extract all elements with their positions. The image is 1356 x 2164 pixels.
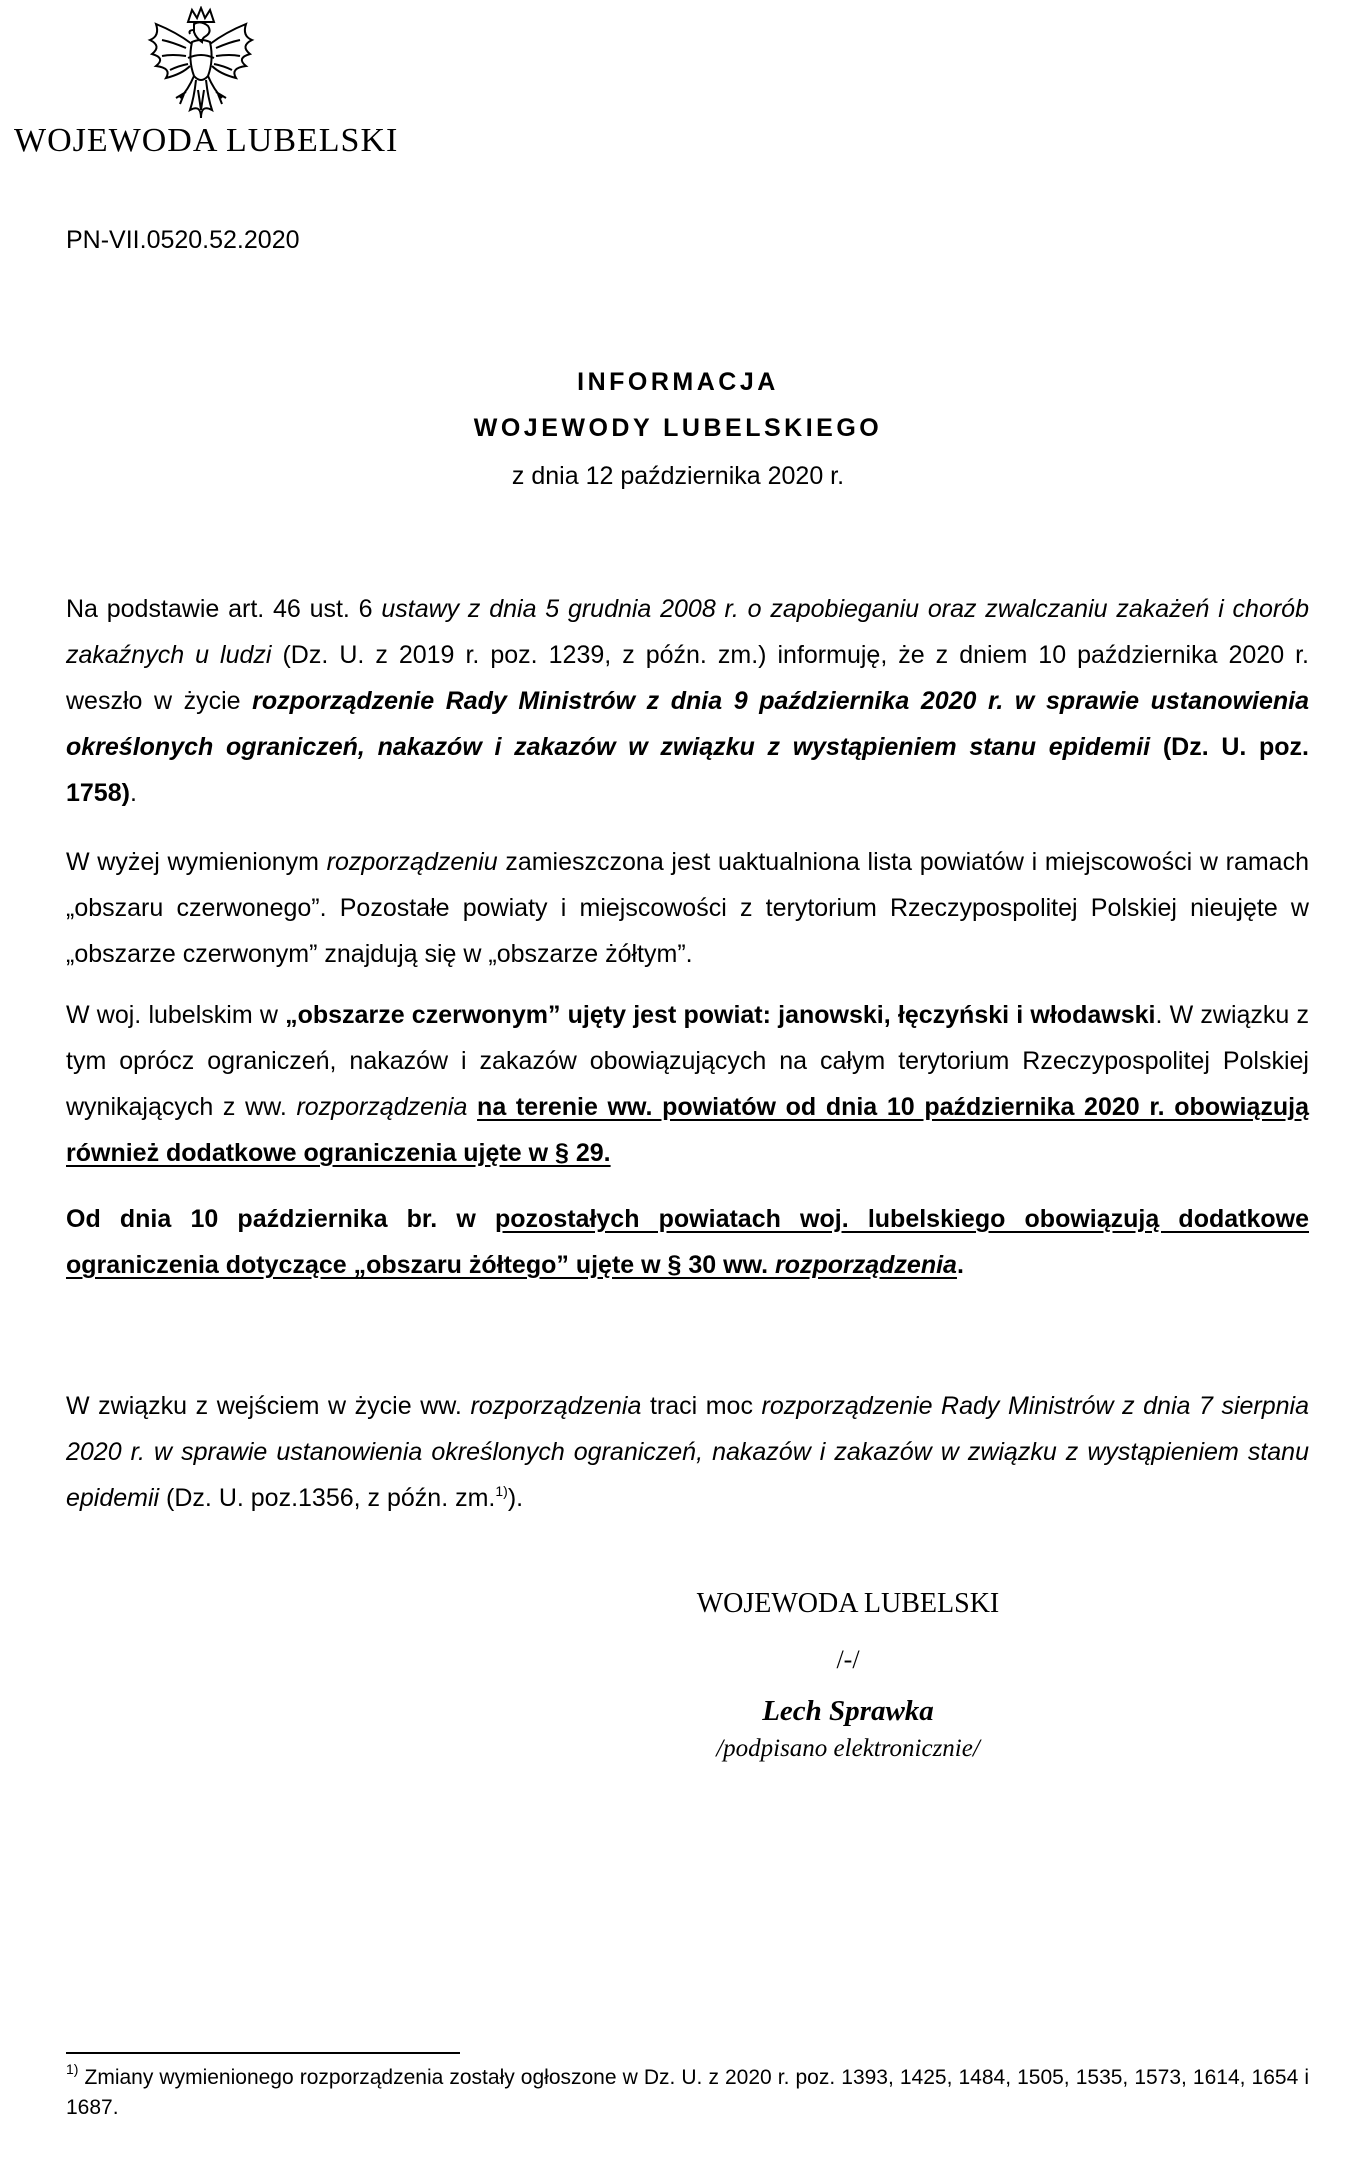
signature-note: /podpisano elektronicznie/ <box>716 1735 980 1762</box>
footnote: $^{1)}$ Zmiany wymienionego rozporządzenia zostały ogłoszone w Dz. U. z 2020 r. poz. 1393, 1425, 1484, 1505, 1535, 1573, 1614, 1654 i 1687. <box>66 2061 1309 2119</box>
paragraph-red-zone: W woj. lubelskim w „obszarze czerwonym” ujęty jest powiat: janowski, łęczyński i włodawski. W związku z tym oprócz ograniczeń, nakazów i zakazów obowiązujących na całym terytorium Rzeczypospolitej Polskiej wynikających z ww. rozporządzenia na terenie ww. powiatów od dnia 10 października 2020 r. obowiązują również dodatkowe ograniczenia ujęte w § 29. <box>66 1001 1310 1167</box>
footnote-ref: 1) <box>495 1483 508 1499</box>
paragraph-zones: W wyżej wymienionym rozporządzeniu zamieszczona jest uaktualniona lista powiatów i miejscowości w ramach „obszaru czerwonego”. Pozostałe powiaty i miejscowości z terytorium Rzeczypospolitej Polskiej nieujęte w „obszarze czerwonym” znajdują się w „obszarze żółtym”. <box>66 848 1309 968</box>
office-name: WOJEWODA LUBELSKI <box>14 122 399 159</box>
signature-mark: /-/ <box>836 1645 860 1674</box>
document-date: z dnia 12 października 2020 r. <box>511 462 845 490</box>
paragraph-legal-basis: Na podstawie art. 46 ust. 6 ustawy z dnia 5 grudnia 2008 r. o zapobieganiu oraz zwalczaniu zakażeń i chorób zakaźnych u ludzi (Dz. U. z 2019 r. poz. 1239, z późn. zm.) informuję, że z dniem 10 października 2020 r. weszło w życie rozporządzenie Rady Ministrów z dnia 9 października 2020 r. w sprawie ustanowienia określonych ograniczeń, nakazów i zakazów w związku z wystąpieniem stanu epidemii (Dz. U. poz. 1758). <box>66 595 1310 807</box>
paragraph-repeal: W związku z wejściem w życie ww. rozporządzenia traci moc rozporządzenie Rady Ministrów z dnia 7 sierpnia 2020 r. w sprawie ustanowienia określonych ograniczeń, nakazów i zakazów w związku z wystąpieniem stanu epidemii (Dz. U. poz.1356, z późn. zm.$^{1)}$). <box>66 1392 1309 1512</box>
signatory-name: Lech Sprawka <box>762 1695 934 1727</box>
footnote-divider <box>66 2052 460 2054</box>
reference-number: PN-VII.0520.52.2020 <box>66 226 300 254</box>
document-issuer: WOJEWODY LUBELSKIEGO <box>473 414 883 442</box>
paragraph-yellow-zone: Od dnia 10 października br. w pozostałych powiatach woj. lubelskiego obowiązują dodatkowe ograniczenia dotyczące „obszaru żółtego” ujęte w § 30 ww. rozporządzenia. <box>66 1205 1309 1279</box>
polish-eagle-crest-icon <box>136 6 266 124</box>
footnote-marker: 1) <box>66 2061 79 2077</box>
signature-office: WOJEWODA LUBELSKI <box>696 1588 1000 1619</box>
document-title: INFORMACJA <box>577 368 779 396</box>
